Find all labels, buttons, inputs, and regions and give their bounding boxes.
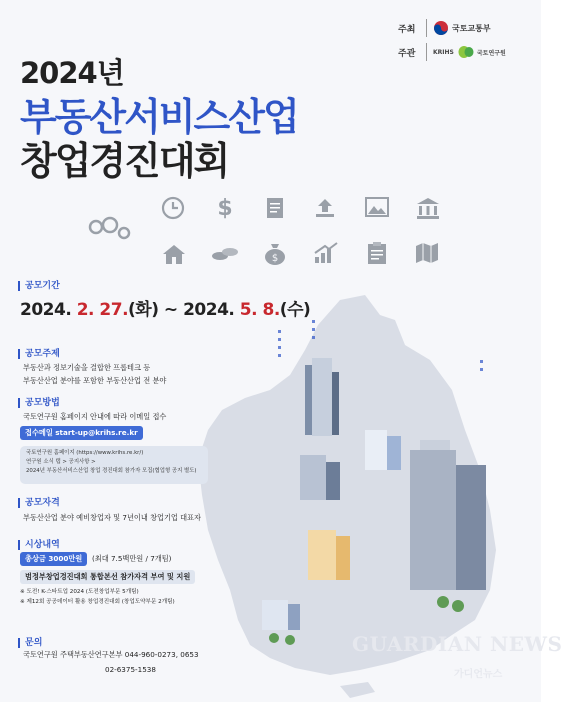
method-note-2: 연구원 소식 탭 > 공지사항 > xyxy=(26,459,96,465)
divider xyxy=(426,19,427,37)
government-logo-icon xyxy=(433,20,449,36)
theme-line-1: 부동산과 정보기술을 결합한 프롭테크 등 xyxy=(23,363,151,372)
island-shape xyxy=(340,682,375,698)
method-note-1: 국토연구원 홈페이지 (https://www.krihs.re.kr/) xyxy=(26,450,144,456)
host-role: 주최 xyxy=(398,24,416,35)
bank-icon xyxy=(415,196,441,220)
title-year: 2024년 xyxy=(20,56,124,90)
watermark-korean: 가디언뉴스 xyxy=(454,669,503,680)
prize-pill: 총상금 3000만원 xyxy=(20,552,87,566)
image-icon xyxy=(364,196,390,218)
benefit-pill: 범정부창업경진대회 통합본선 참가자격 부여 및 지원 xyxy=(20,570,195,584)
upload-icon xyxy=(313,196,337,220)
period-date xyxy=(20,295,310,320)
dollar-icon: $ xyxy=(217,195,233,221)
people-icon xyxy=(84,215,132,245)
document-icon xyxy=(264,196,286,220)
awards-label: 시상내역 xyxy=(18,540,60,550)
organizer-role: 주관 xyxy=(398,48,416,59)
date-separator: ~ xyxy=(158,300,184,320)
method-note-box xyxy=(20,446,208,484)
method-line-1: 국토연구원 홈페이지 안내에 따라 이메일 접수 xyxy=(23,412,167,421)
start-day: (화) xyxy=(128,300,159,320)
building-small-bottom xyxy=(262,600,300,630)
email-pill: 접수메일 start-up@krihs.re.kr xyxy=(20,426,143,440)
period-label: 공모기간 xyxy=(18,281,60,291)
divider xyxy=(426,43,427,61)
clipboard-icon xyxy=(366,240,388,266)
host-name: 국토교통부 xyxy=(452,23,491,33)
contact-line-2: 02-6375-1538 xyxy=(105,665,156,674)
house-icon xyxy=(161,242,187,266)
coins-icon xyxy=(210,244,240,264)
eligibility-label: 공모자격 xyxy=(18,498,60,508)
host-row xyxy=(398,18,491,38)
eligibility-line-1: 부동산산업 분야 예비창업자 및 7년이내 창업기업 대표자 xyxy=(23,513,201,522)
svg-text:$: $ xyxy=(271,253,279,264)
title-main-dark: 창업경진대회 xyxy=(20,139,229,183)
awards-note-1: ※ 도전! K-스타트업 2024 (도전창업부문 5개팀) xyxy=(20,589,139,595)
map-icon xyxy=(414,240,440,266)
organizer-name: 국토연구원 xyxy=(476,49,506,57)
building-orange xyxy=(308,530,350,580)
building-blue-pair xyxy=(365,430,401,470)
contact-label: 문의 xyxy=(18,638,42,648)
growth-chart-icon xyxy=(312,240,340,266)
organizers-block xyxy=(398,12,528,66)
method-note-3: 2024년 부동산서비스산업 창업 경진대회 참가자 모집(협업형 공지 별도) xyxy=(26,468,197,474)
krihs-logo-text: KRIHS xyxy=(433,48,454,56)
start-date: 2. 27. xyxy=(76,300,129,320)
end-year: 2024. xyxy=(183,300,240,320)
watermark-brand: GUARDIAN NEWS xyxy=(352,632,562,656)
contact-line-1: 국토연구원 주택부동산연구본부 044-960-0273, 0653 xyxy=(23,650,199,659)
end-day: (수) xyxy=(279,300,311,320)
krihs-logo-icon xyxy=(458,45,474,59)
organizer-row xyxy=(398,42,506,62)
awards-note-2: ※ 제12회 공공데이터 활용 창업경진대회 (창업도약부문 2개팀) xyxy=(20,599,175,605)
start-year: 2024. xyxy=(20,300,77,320)
theme-line-2: 부동산산업 분야를 포함한 부동산산업 전 분야 xyxy=(23,376,167,385)
end-date: 5. 8. xyxy=(239,300,280,320)
theme-label: 공모주제 xyxy=(18,349,60,359)
prize-detail: (최대 7.5백만원 / 7개팀) xyxy=(92,554,172,563)
method-label: 공모방법 xyxy=(18,398,60,408)
clock-icon xyxy=(160,195,186,221)
money-bag-icon xyxy=(262,240,288,266)
title-main-blue: 부동산서비스산업 xyxy=(20,95,298,139)
